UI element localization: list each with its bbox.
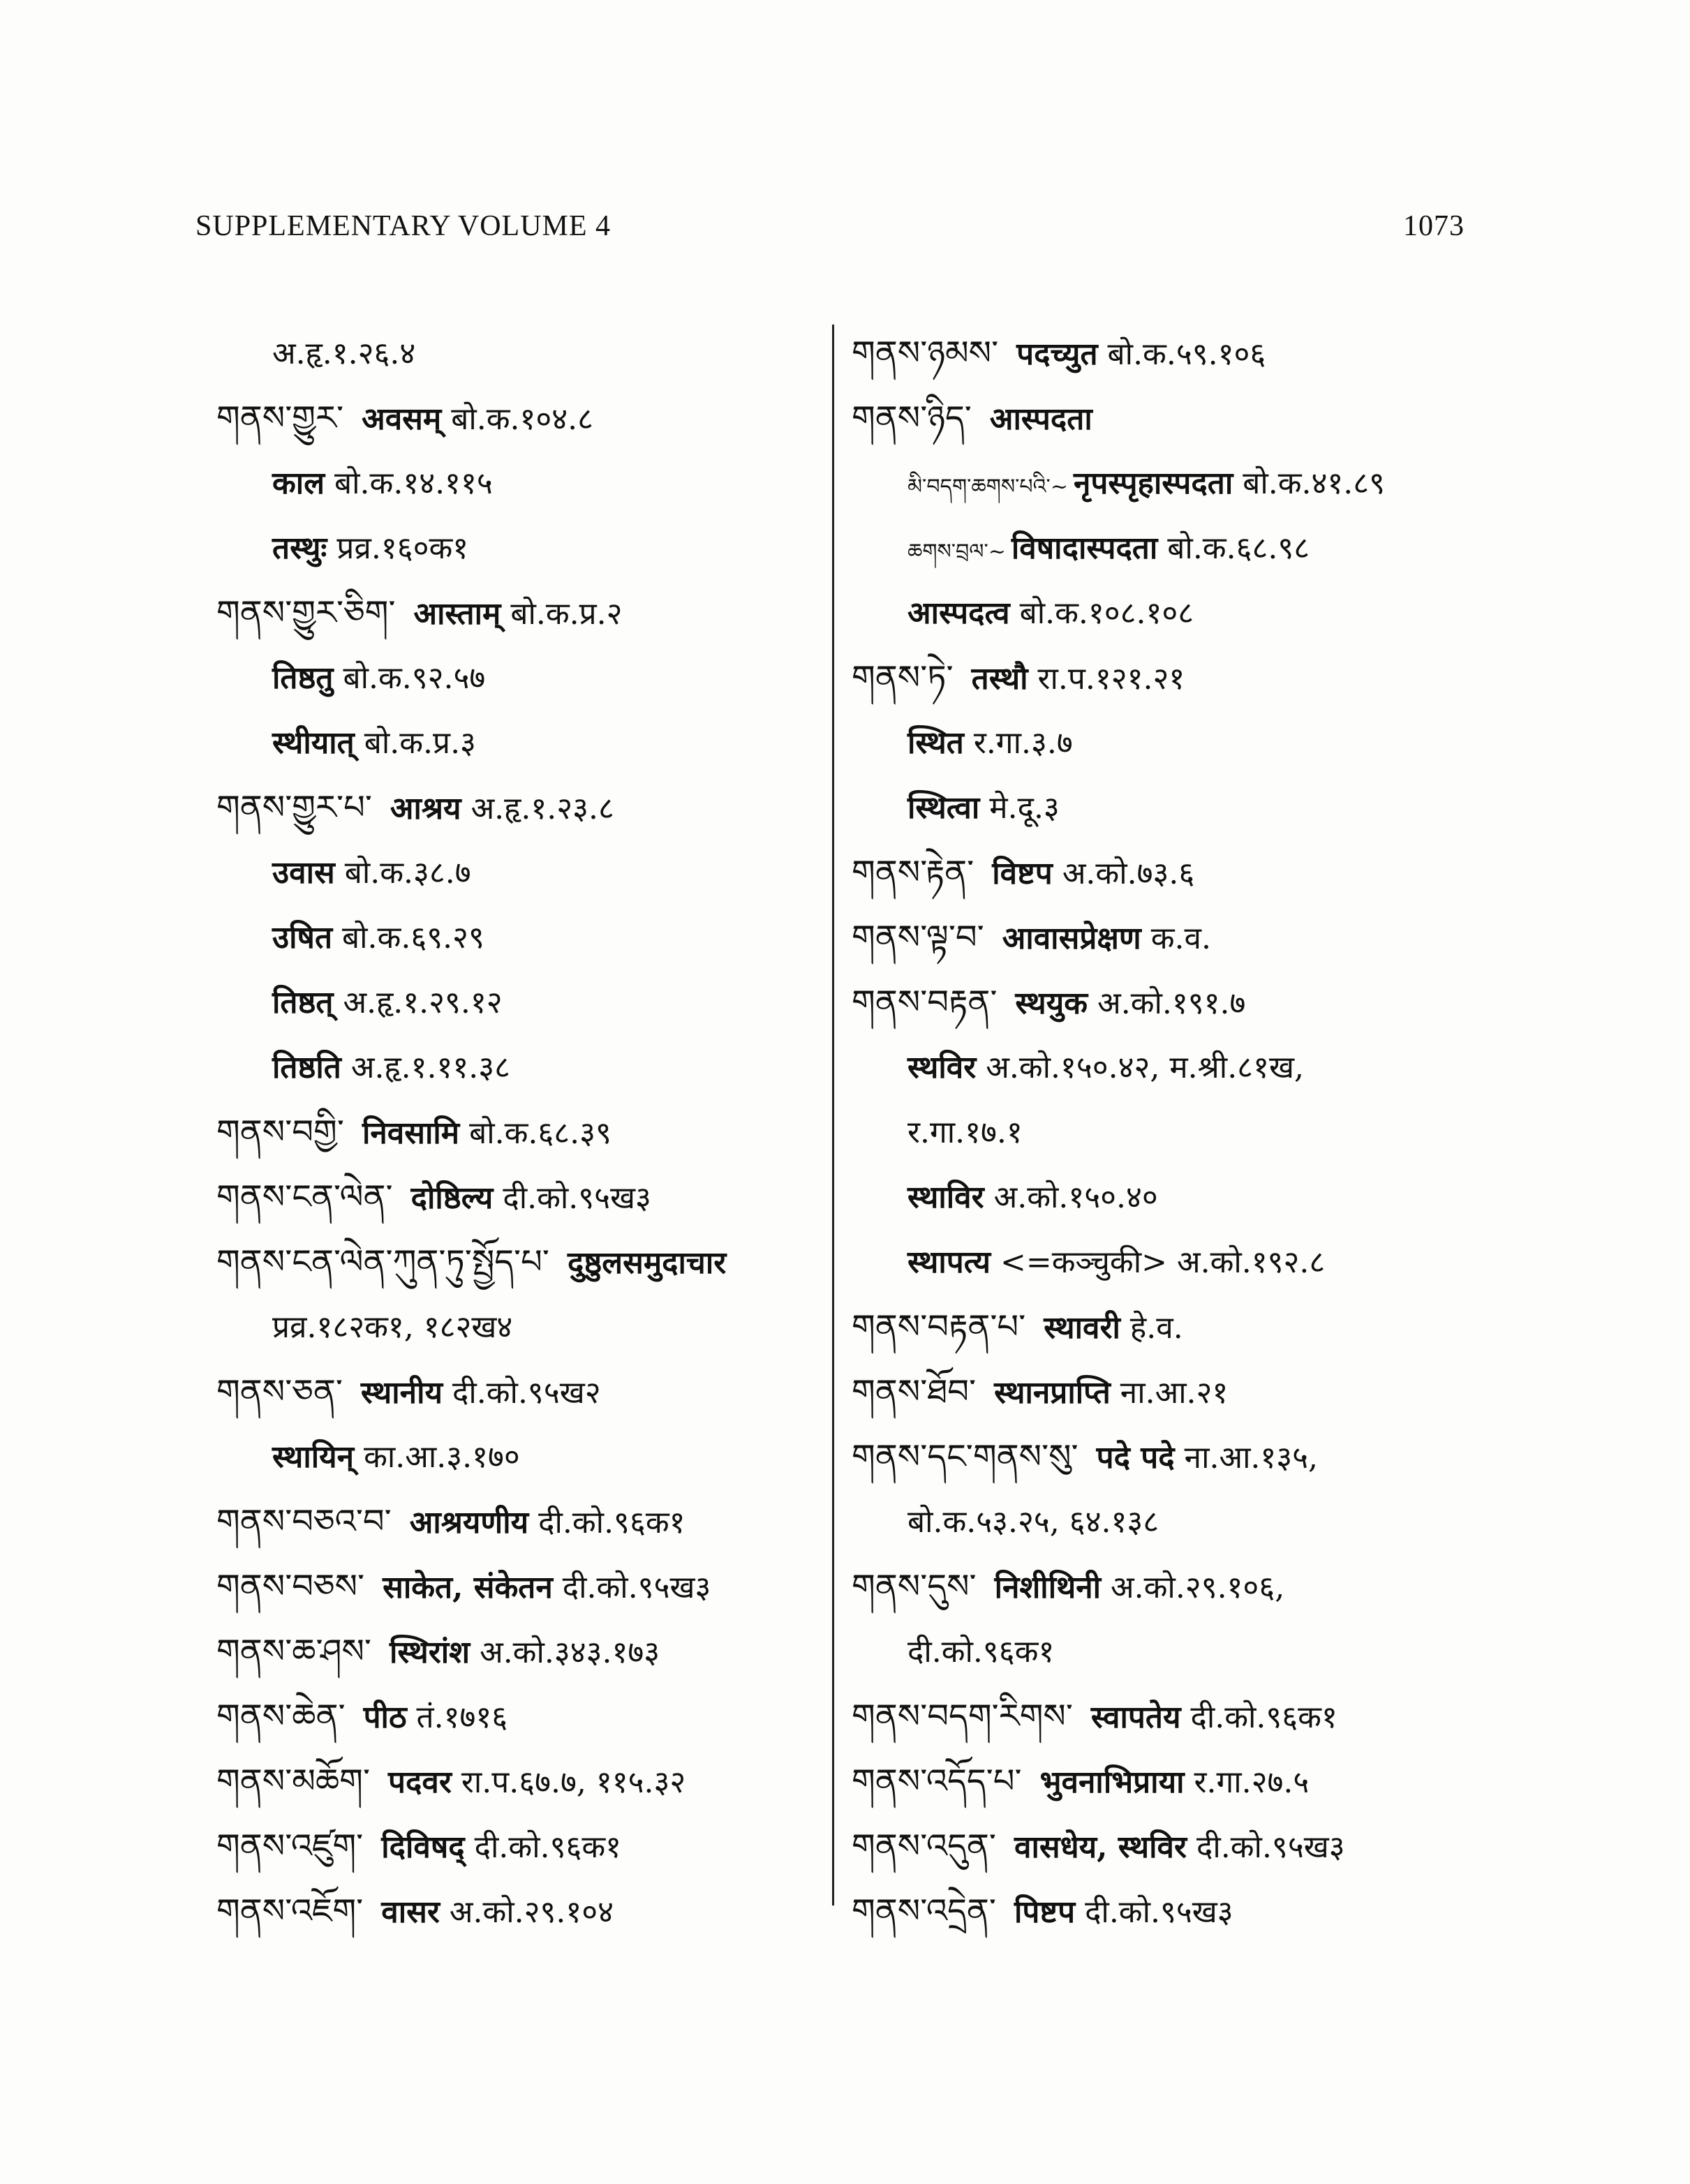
dictionary-entry [852, 1035, 1480, 1100]
sanskrit-equivalent: स्थित [907, 725, 964, 761]
tibetan-headword: གནས་བདག་རིགས་ [852, 1697, 1073, 1736]
source-reference: बो.क.प्र.३ [364, 725, 476, 761]
dictionary-entry [216, 1425, 831, 1490]
dictionary-entry [852, 1100, 1480, 1165]
dictionary-entry [852, 775, 1480, 840]
source-reference: र.गा.२७.५ [1194, 1765, 1310, 1800]
dictionary-entry [852, 516, 1480, 581]
sanskrit-equivalent: स्थाविर [907, 1180, 984, 1215]
source-reference: र.गा.१७.१ [907, 1115, 1023, 1150]
dictionary-entry [852, 1230, 1480, 1295]
tibetan-headword: གནས་རྟེན་ [852, 853, 974, 892]
dictionary-entry [216, 1749, 831, 1814]
source-reference: अ.को.७३.६ [1062, 856, 1195, 891]
sanskrit-equivalent: स्थित्वा [907, 790, 980, 826]
tibetan-headword: གནས་ངན་ལེན་ཀུན་ཏུ་སྤྱོད་པ་ [216, 1242, 549, 1282]
dictionary-entry [216, 711, 831, 775]
dictionary-entry [852, 451, 1480, 516]
dictionary-entry [852, 1749, 1480, 1814]
left-column [216, 321, 831, 1944]
sanskrit-equivalent: स्वापतेय [1090, 1700, 1181, 1735]
dictionary-entry [216, 1100, 831, 1165]
sanskrit-equivalent: दुष्ठुलसमुदाचार [567, 1245, 727, 1281]
sanskrit-equivalent: दोष्ठिल्य [410, 1180, 494, 1216]
source-reference: ना.आ.२१ [1120, 1375, 1229, 1411]
source-reference: दी.को.९५ख३ [1196, 1829, 1345, 1865]
dictionary-entry [852, 581, 1480, 646]
tibetan-headword: གནས་འཇོག་ [216, 1892, 364, 1931]
dictionary-entry [216, 1619, 831, 1684]
sanskrit-equivalent: आश्रय [390, 791, 461, 826]
source-reference: दी.को.९५ख२ [452, 1375, 601, 1411]
source-reference: प्रव्र.१८२क१, १८२ख४ [272, 1309, 513, 1345]
source-reference: दी.को.९५ख३ [1085, 1894, 1233, 1930]
sanskrit-equivalent: आवासप्रेक्षण [1002, 921, 1141, 956]
source-reference: दी.को.९६क१ [907, 1634, 1055, 1670]
source-reference: प्रव्र.१६०क१ [336, 530, 469, 566]
sanskrit-equivalent: आश्रयणीय [409, 1505, 529, 1540]
sanskrit-equivalent: स्थीयात् [272, 725, 355, 761]
sanskrit-equivalent: वासर [381, 1894, 440, 1930]
tibetan-headword: གནས་ཅན་ [216, 1372, 343, 1411]
dictionary-entry [216, 840, 831, 905]
sanskrit-equivalent: विषादास्पदता [1011, 530, 1158, 566]
tibetan-headword: གནས་བརྟན་ [852, 983, 998, 1022]
dictionary-entry [216, 905, 831, 970]
sanskrit-equivalent: स्थायिन् [272, 1439, 355, 1475]
dictionary-entry [852, 646, 1480, 711]
dictionary-entry [852, 386, 1480, 451]
dictionary-entry [852, 1684, 1480, 1749]
running-header: SUPPLEMENTARY VOLUME 4 [195, 210, 611, 242]
tibetan-headword: གནས་བཅས་ [216, 1567, 365, 1606]
right-column [852, 321, 1480, 1944]
dictionary-entry [216, 1684, 831, 1749]
source-reference: बो.क.३८.७ [344, 855, 471, 891]
tibetan-headword: གནས་འདུན་ [852, 1827, 996, 1866]
source-reference: र.गा.३.७ [973, 725, 1073, 761]
dictionary-entry [852, 970, 1480, 1035]
source-reference: अ.हृ.१.२३.८ [470, 791, 614, 826]
sanskrit-equivalent: पदच्युत [1016, 336, 1098, 372]
sanskrit-equivalent: दिविषद् [381, 1829, 465, 1865]
dictionary-entry [852, 905, 1480, 970]
tibetan-headword: གནས་མཆོག་ [216, 1762, 371, 1801]
tibetan-headword: གནས་ཉམས་ [852, 334, 999, 373]
dictionary-entry [216, 1165, 831, 1230]
source-reference: अ.को.३४३.१७३ [480, 1635, 660, 1670]
source-reference: ना.आ.१३५, [1184, 1440, 1319, 1476]
source-reference: बो.क.६९.२९ [342, 920, 484, 956]
dictionary-entry [852, 711, 1480, 775]
source-reference: रा.प.६७.७, ११५.३२ [461, 1765, 686, 1800]
tibetan-headword: གནས་གྱུར་ཅིག་ [216, 593, 396, 632]
tibetan-headword: གནས་ཉིད་ [852, 399, 972, 438]
source-reference: अ.को.२९.१०४ [449, 1894, 614, 1930]
sanskrit-equivalent: स्थयुक [1015, 986, 1088, 1021]
tibetan-headword: གནས་བཅའ་བ་ [216, 1502, 392, 1541]
dictionary-entry [216, 1554, 831, 1619]
source-reference: रा.प.१२१.२१ [1037, 661, 1185, 697]
source-reference: अ.को.१५०.४० [993, 1180, 1158, 1215]
source-reference: अ.हृ.१.११.३८ [350, 1050, 511, 1085]
dictionary-entry [852, 1814, 1480, 1879]
tibetan-headword: གནས་དུས་ [852, 1567, 977, 1606]
sanskrit-equivalent: स्थिरांश [390, 1635, 470, 1670]
source-reference: दी.को.९५ख३ [503, 1180, 651, 1216]
source-reference: अ.को.२९.१०६, [1111, 1570, 1285, 1605]
source-reference: का.आ.३.१७० [364, 1439, 520, 1475]
dictionary-entry [216, 1879, 831, 1944]
sanskrit-equivalent: विष्टप [992, 856, 1053, 891]
sanskrit-equivalent: स्थविर [907, 1050, 977, 1085]
sanskrit-equivalent: तस्थुः [272, 530, 327, 566]
dictionary-entry [216, 646, 831, 711]
sanskrit-equivalent: भुवनाभिप्राया [1039, 1765, 1185, 1800]
sanskrit-equivalent: पदवर [388, 1765, 452, 1800]
sanskrit-equivalent: स्थानप्राप्ति [994, 1375, 1111, 1411]
source-reference: हे.व. [1129, 1310, 1183, 1346]
source-reference: अ.को.१९१.७ [1097, 986, 1246, 1021]
dictionary-entry [852, 1425, 1480, 1490]
dictionary-entry [852, 1490, 1480, 1554]
source-reference: बो.क.६८.३९ [469, 1115, 611, 1151]
sanskrit-equivalent: स्थावरी [1044, 1310, 1120, 1346]
sanskrit-equivalent: स्थापत्य [907, 1245, 991, 1280]
dictionary-entry [852, 1554, 1480, 1619]
dictionary-entry [852, 840, 1480, 905]
source-reference: दी.को.९६क१ [474, 1829, 622, 1865]
dictionary-entry [216, 581, 831, 646]
dictionary-entry [852, 1879, 1480, 1944]
sanskrit-equivalent: आस्ताम् [413, 596, 501, 632]
dictionary-entry [852, 1295, 1480, 1360]
tibetan-headword: གནས་འདོད་པ་ [852, 1762, 1022, 1801]
sanskrit-equivalent: उषित [272, 920, 333, 956]
dictionary-entry [216, 516, 831, 581]
source-reference: बो.क.५९.१०६ [1107, 336, 1266, 372]
dictionary-entry [216, 1360, 831, 1425]
tibetan-headword: གནས་ཆེན་ [216, 1697, 346, 1736]
tibetan-headword: གནས་བགྱི་ [216, 1113, 344, 1152]
dictionary-entry [216, 970, 831, 1035]
dictionary-entry [216, 1490, 831, 1554]
dictionary-entry [852, 1619, 1480, 1684]
sanskrit-equivalent: आस्पदत्व [907, 595, 1010, 631]
dictionary-entry [852, 321, 1480, 386]
source-reference: <=कञ्चुकी> अ.को.१९२.८ [1000, 1245, 1326, 1280]
tibetan-headword: གནས་ལྟ་བ་ [852, 918, 984, 957]
source-reference: अ.को.१५०.४२, म.श्री.८१ख, [986, 1050, 1304, 1085]
tibetan-headword: གནས་འཛུག་ [216, 1827, 364, 1866]
source-reference: बो.क.६८.९८ [1167, 530, 1310, 566]
sanskrit-equivalent: स्थानीय [360, 1375, 443, 1411]
source-reference: बो.क.१४.११५ [334, 466, 493, 501]
sanskrit-equivalent: अवसम् [362, 401, 442, 437]
source-reference: मे.दू.३ [989, 790, 1060, 826]
dictionary-entry [852, 1360, 1480, 1425]
sanskrit-equivalent: आस्पदता [989, 401, 1092, 437]
tibetan-headword: གནས་འདྲེན་ [852, 1892, 996, 1931]
source-reference: क.व. [1150, 921, 1211, 956]
tibetan-headword: གནས་ཐོབ་ [852, 1372, 977, 1411]
source-reference: बो.क.९२.५७ [343, 660, 486, 696]
source-reference: बो.क.१०४.८ [451, 401, 594, 437]
tibetan-phrase: མི་བདག་ཆགས་པའི་~ [907, 475, 1068, 499]
sanskrit-equivalent: पदे पदे [1096, 1440, 1175, 1476]
source-reference: बो.क.५३.२५, ६४.१३८ [907, 1504, 1159, 1540]
source-reference: तं.१७१६ [416, 1700, 508, 1735]
sanskrit-equivalent: साकेत, संकेतन [383, 1570, 553, 1605]
tibetan-headword: གནས་བརྟན་པ་ [852, 1307, 1026, 1346]
source-reference: बो.क.४१.८९ [1243, 466, 1386, 501]
tibetan-headword: གནས་གྱུར་པ་ [216, 788, 372, 827]
tibetan-phrase: ཆགས་བྲལ་~ [907, 540, 1006, 564]
sanskrit-equivalent: पिष्टप [1014, 1894, 1076, 1930]
sanskrit-equivalent: निशीथिनी [994, 1570, 1102, 1605]
dictionary-entry [216, 1295, 831, 1360]
tibetan-headword: གནས་ཆ་ཤས་ [216, 1632, 372, 1671]
source-reference: बो.क.प्र.२ [510, 596, 623, 632]
tibetan-headword: གནས་དང་གནས་སུ་ [852, 1437, 1079, 1476]
sanskrit-equivalent: तिष्ठतु [272, 660, 334, 696]
sanskrit-equivalent: तस्थौ [971, 661, 1028, 697]
sanskrit-equivalent: पीठ [363, 1700, 407, 1735]
source-reference: अ.हृ.१.२९.१२ [343, 985, 503, 1020]
page-number: 1073 [1403, 210, 1465, 242]
sanskrit-equivalent: तिष्ठति [272, 1050, 341, 1085]
dictionary-entry [852, 1165, 1480, 1230]
sanskrit-equivalent: उवास [272, 855, 335, 891]
dictionary-entry [216, 1814, 831, 1879]
dictionary-entry [216, 451, 831, 516]
source-reference: अ.हृ.१.२६.४ [272, 336, 416, 371]
source-reference: दी.को.९५ख३ [562, 1570, 711, 1605]
tibetan-headword: གནས་ཏེ་ [852, 658, 954, 697]
dictionary-entry [216, 321, 831, 386]
sanskrit-equivalent: नृपस्पृहास्पदता [1073, 466, 1233, 501]
source-reference: दी.को.९६क१ [538, 1505, 685, 1540]
column-divider [832, 325, 834, 1906]
dictionary-entry [216, 775, 831, 840]
source-reference: बो.क.१०८.१०८ [1019, 595, 1194, 631]
source-reference: दी.को.९६क१ [1190, 1700, 1337, 1735]
dictionary-entry [216, 386, 831, 451]
tibetan-headword: གནས་ངན་ལེན་ [216, 1178, 393, 1217]
sanskrit-equivalent: निवसामि [362, 1115, 460, 1151]
tibetan-headword: གནས་གྱུར་ [216, 399, 344, 438]
sanskrit-equivalent: वासधेय, स्थविर [1014, 1829, 1187, 1865]
sanskrit-equivalent: तिष्ठत् [272, 985, 334, 1020]
dictionary-entry [216, 1230, 831, 1295]
sanskrit-equivalent: काल [272, 466, 325, 501]
dictionary-entry [216, 1035, 831, 1100]
